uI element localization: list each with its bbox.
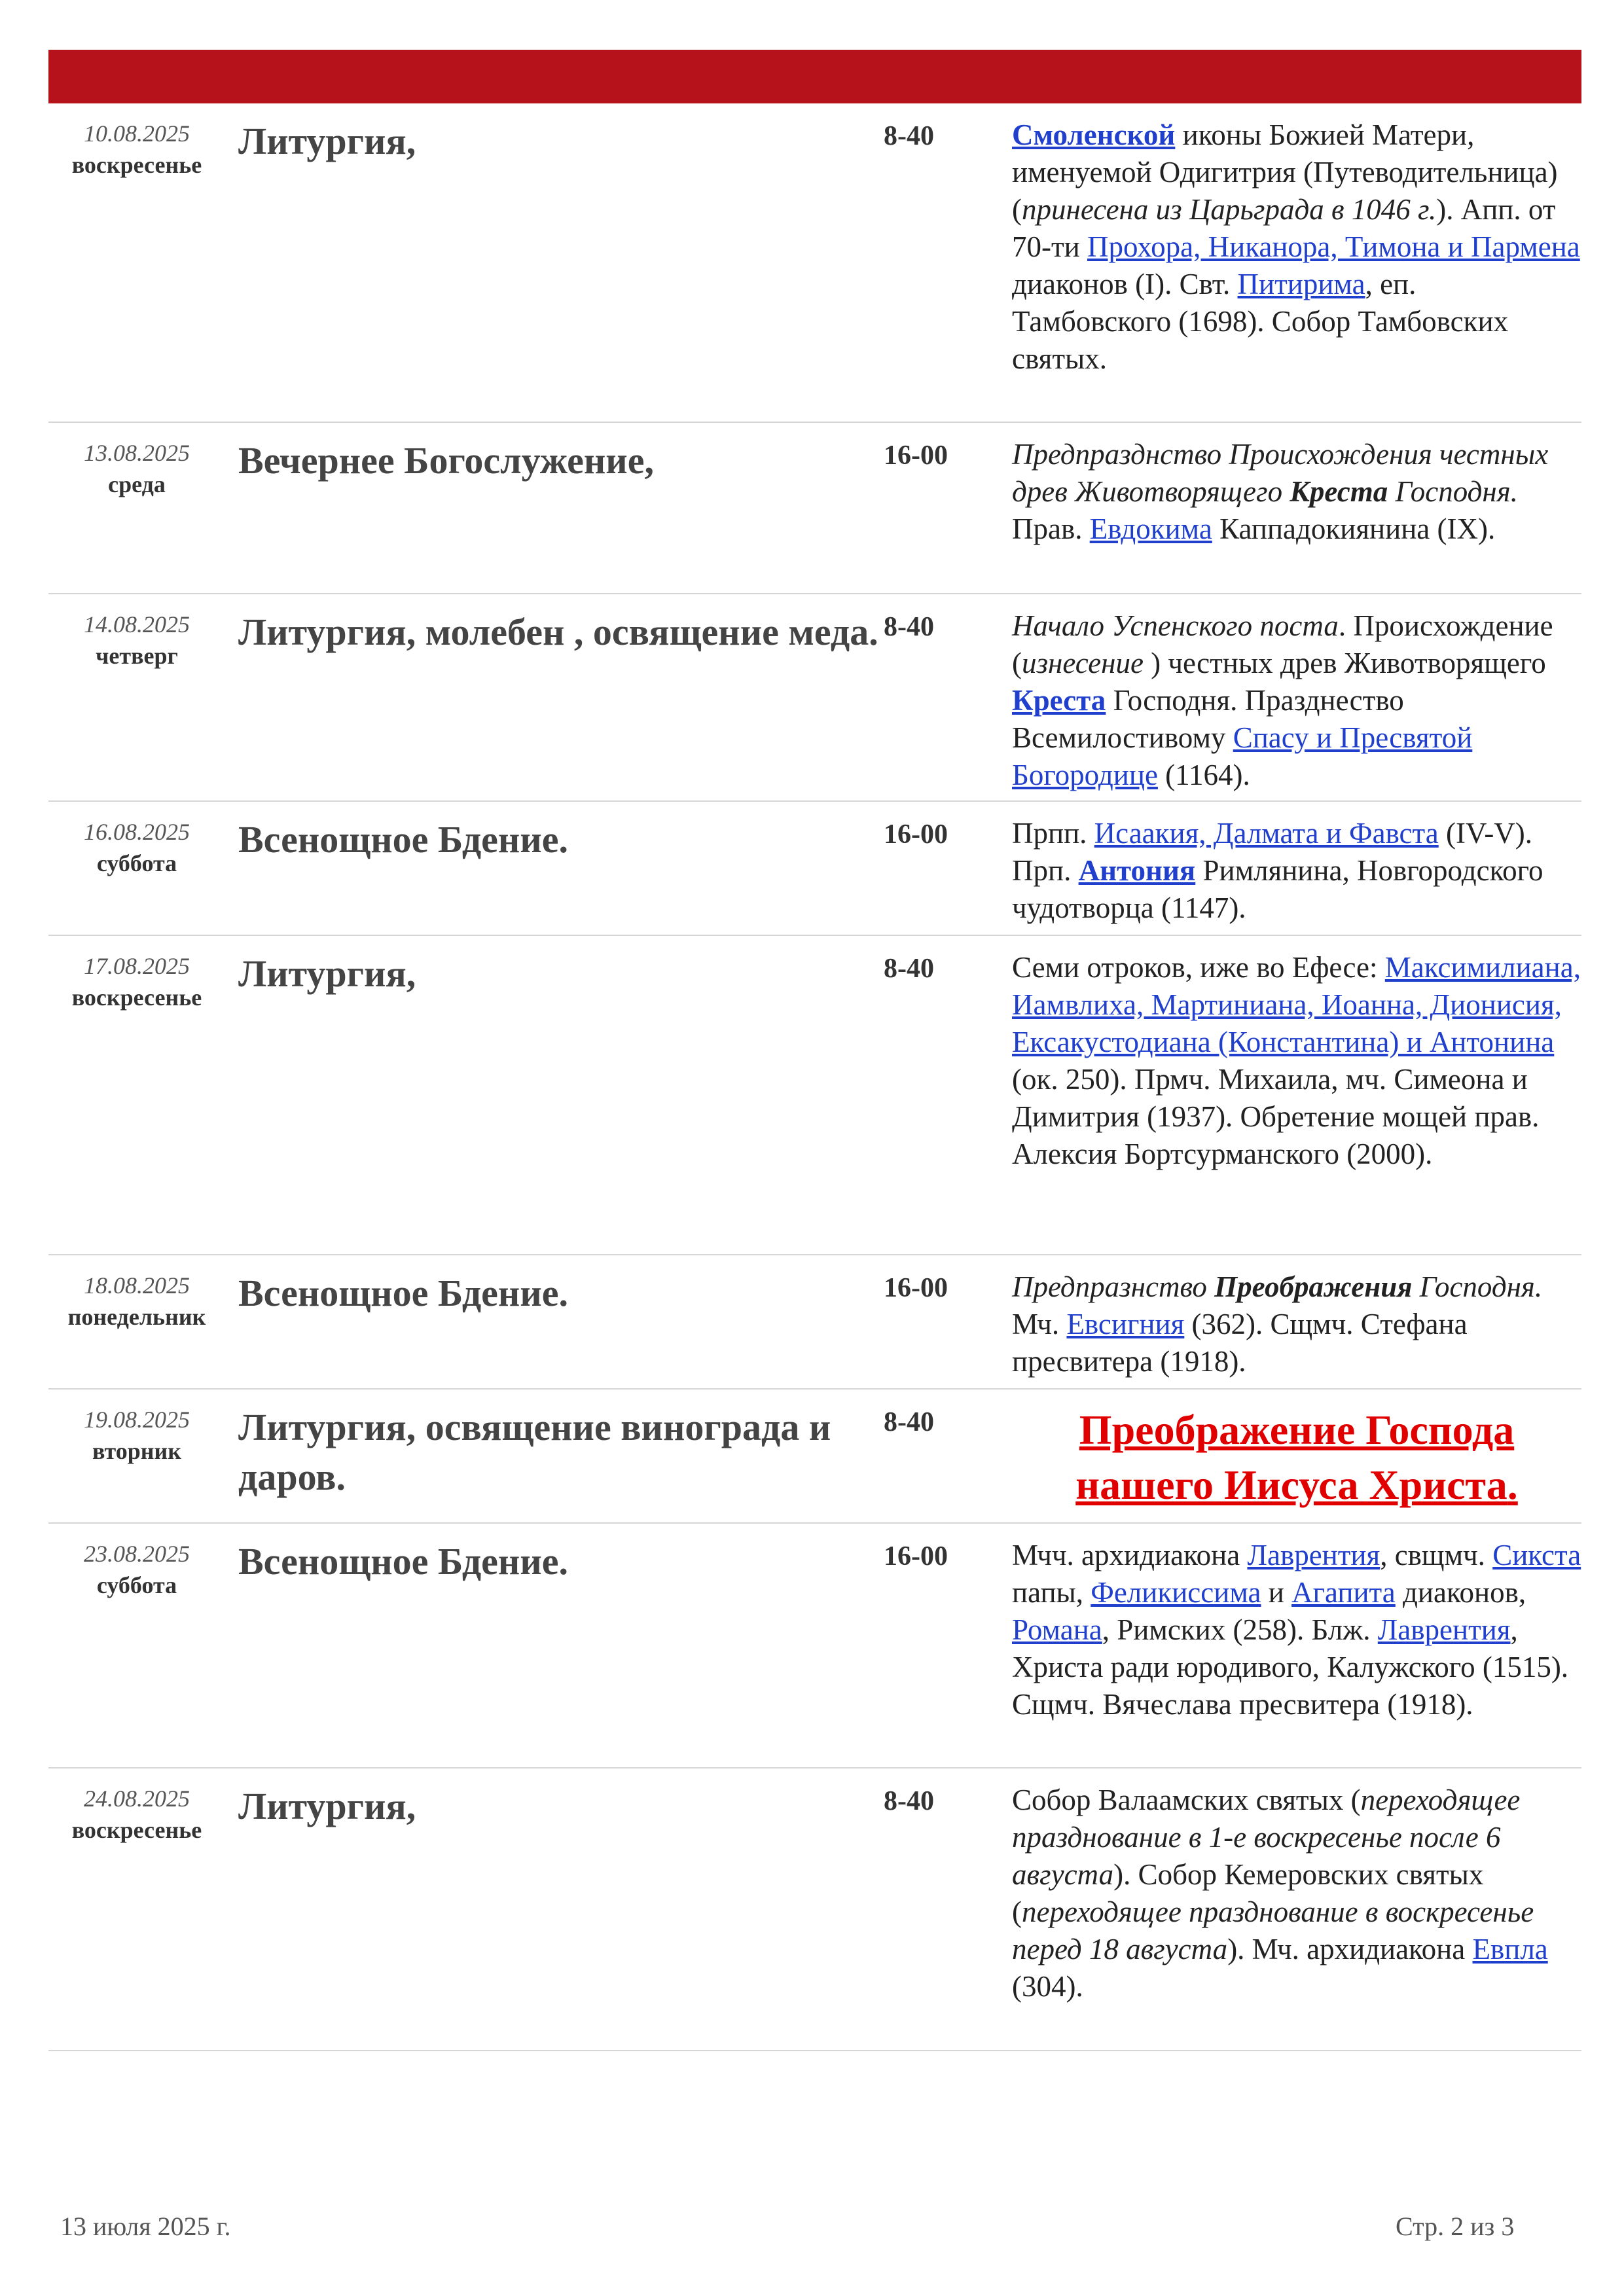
desc-text: (IV-V). Прп. (1012, 817, 1533, 887)
date-cell (52, 118, 222, 181)
service-time: 8-40 (884, 612, 934, 642)
desc-text: и (1261, 1576, 1292, 1609)
desc-text: ). Мч. архидиакона (1227, 1933, 1473, 1965)
service-time: 8-40 (884, 1786, 934, 1816)
service-name: Вечернее Богослужение, (238, 439, 654, 482)
desc-text: Преображения (1214, 1270, 1413, 1303)
desc-text: Господня. (1412, 1270, 1543, 1303)
desc-text: (ок. 250). Прмч. Михаила, мч. Симеона и Димитрия (1937). Обретение мощей прав. Алексия Бортсурманского (2000). (1012, 1063, 1540, 1170)
weekday: суббота (96, 1572, 177, 1598)
day-commemoration (1012, 117, 1581, 378)
weekday: среда (108, 471, 166, 497)
date: 10.08.2025 (84, 120, 190, 147)
schedule-row (48, 1255, 1581, 1390)
date: 23.08.2025 (84, 1541, 190, 1567)
service-name: Литургия, (238, 952, 416, 995)
saint-link[interactable]: Евпла (1472, 1933, 1548, 1965)
service-name: Всенощное Бдение. (238, 1272, 568, 1314)
service-time: 8-40 (884, 121, 934, 151)
date-cell (52, 816, 222, 879)
desc-text: переходящее празднование в 1-е воскресенье после 6 августа (1012, 1784, 1521, 1891)
desc-text: диаконов, (1395, 1576, 1526, 1609)
day-commemoration (1012, 607, 1581, 794)
saint-link[interactable]: Романа (1012, 1613, 1102, 1646)
day-commemoration (1012, 815, 1581, 927)
day-commemoration (1012, 1537, 1581, 1723)
service-time: 16-00 (884, 440, 948, 471)
day-commemoration (1012, 949, 1581, 1173)
schedule-row (48, 1524, 1581, 1768)
desc-text: ) честных древ Животворящего (1143, 647, 1546, 679)
desc-text: ). Собор Кемеровских святых ( (1012, 1858, 1484, 1928)
date-cell (52, 950, 222, 1013)
weekday: суббота (96, 850, 177, 876)
date: 14.08.2025 (84, 611, 190, 637)
service-name: Всенощное Бдение. (238, 818, 568, 861)
weekday: воскресенье (71, 984, 202, 1011)
saint-link[interactable]: Прохора, Никанора, Тимона и Пармена (1087, 230, 1580, 263)
day-commemoration (1012, 1782, 1581, 2005)
desc-text: Собор Валаамских святых ( (1012, 1784, 1361, 1816)
schedule-row (48, 1768, 1581, 2051)
desc-text: . (1507, 1462, 1518, 1508)
schedule-row (48, 802, 1581, 936)
saint-link[interactable]: Феликиссима (1091, 1576, 1261, 1609)
desc-text: (1164). (1157, 759, 1250, 791)
day-commemoration (1012, 436, 1581, 548)
saint-link[interactable]: Исаакия, Далмата и Фавста (1094, 817, 1439, 850)
date: 24.08.2025 (84, 1785, 190, 1812)
desc-text: диаконов (I). Свт. (1012, 268, 1238, 300)
saint-link[interactable]: Агапита (1291, 1576, 1396, 1609)
service-time: 8-40 (884, 1407, 934, 1437)
date-cell (52, 1404, 222, 1467)
date-cell (52, 1538, 222, 1601)
footer-date: 13 июля 2025 г. (60, 2212, 231, 2241)
saint-link[interactable]: Максимилиана, Иамвлиха, Мартиниана, Иоанна, Дионисия, Ексакустодиана (Константина) и Антонина (1012, 951, 1581, 1058)
saint-link[interactable]: Спасу и Пресвятой Богородице (1012, 721, 1473, 791)
desc-text: Господня. Празднество Всемилостивому (1012, 684, 1404, 754)
saint-link[interactable]: Смоленской (1012, 118, 1176, 151)
saint-link[interactable]: Лаврентия (1377, 1613, 1511, 1646)
header-bar (48, 50, 1581, 103)
date: 19.08.2025 (84, 1407, 190, 1433)
saint-link[interactable]: Сикста (1492, 1539, 1581, 1571)
desc-text: . Происхождение ( (1012, 609, 1553, 679)
saint-link[interactable]: Антония (1078, 854, 1196, 887)
weekday: воскресенье (71, 1817, 202, 1843)
weekday: вторник (92, 1438, 181, 1464)
feast-title (1012, 1403, 1581, 1513)
service-name: Литургия, (238, 120, 416, 162)
desc-text: Господня. (1388, 475, 1518, 508)
desc-text: изнесение (1022, 647, 1144, 679)
service-time: 8-40 (884, 954, 934, 984)
desc-text: переходящее празднование в воскресенье перед 18 августа (1012, 1895, 1534, 1965)
desc-text: Начало Успенского поста (1012, 609, 1339, 642)
service-time: 16-00 (884, 1273, 948, 1303)
desc-text: Семи отроков, иже во Ефесе: (1012, 951, 1385, 984)
desc-text: Предпразнство (1012, 1270, 1215, 1303)
desc-text: Римлянина, Новгородского чудотворца (1147). (1012, 854, 1543, 924)
day-commemoration (1012, 1268, 1581, 1380)
service-name: Всенощное Бдение. (238, 1540, 568, 1583)
date: 13.08.2025 (84, 440, 190, 466)
date: 18.08.2025 (84, 1272, 190, 1299)
date-cell (52, 1270, 222, 1333)
desc-text: (304). (1012, 1970, 1083, 2003)
saint-link[interactable]: Креста (1012, 684, 1106, 717)
desc-text: иконы Божией Матери, именуемой Одигитрия (Путеводительница) ( (1012, 118, 1558, 226)
desc-text: (362). Сщмч. Стефана пресвитера (1918). (1012, 1308, 1468, 1378)
date-cell (52, 1783, 222, 1846)
saint-link[interactable]: Евсигния (1066, 1308, 1185, 1340)
weekday: воскресенье (71, 152, 202, 178)
desc-text: Прав. (1012, 512, 1090, 545)
schedule-row (48, 423, 1581, 594)
schedule-table (48, 103, 1581, 2051)
desc-text: Мч. (1012, 1308, 1067, 1340)
desc-text: принесена из Царьграда в 1046 г. (1022, 193, 1437, 226)
desc-text: , Христа ради юродивого, Калужского (1515). Сщмч. Вячеслава пресвитера (1918). (1012, 1613, 1569, 1721)
schedule-row (48, 936, 1581, 1255)
desc-text: Креста (1290, 475, 1388, 508)
desc-text: ). Апп. от 70-ти (1012, 193, 1556, 263)
feast-link[interactable]: Преображение Господа нашего Иисуса Христа (1075, 1407, 1515, 1508)
service-name: Литургия, (238, 1785, 416, 1827)
weekday: четверг (96, 643, 178, 669)
schedule-row (48, 594, 1581, 802)
saint-link[interactable]: Лаврентия (1247, 1539, 1380, 1571)
service-name: Литургия, молебен , освящение меда. (238, 611, 878, 653)
service-time: 16-00 (884, 1541, 948, 1571)
date-cell (52, 437, 222, 500)
date-cell (52, 609, 222, 672)
schedule-row (48, 103, 1581, 423)
schedule-row (48, 1390, 1581, 1524)
desc-text: Мчч. архидиакона (1012, 1539, 1248, 1571)
footer-page-number: Стр. 2 из 3 (1396, 2212, 1515, 2241)
desc-text: Предпразднство Происхождения честных древ Животворящего (1012, 438, 1549, 508)
date: 16.08.2025 (84, 819, 190, 845)
service-time: 16-00 (884, 819, 948, 850)
weekday: понедельник (67, 1304, 206, 1330)
desc-text: папы, (1012, 1576, 1091, 1609)
service-name: Литургия, освящение винограда и даров. (238, 1406, 831, 1498)
desc-text: Прпп. (1012, 817, 1094, 850)
desc-text: Каппадокиянина (IX). (1212, 512, 1496, 545)
saint-link[interactable]: Питирима (1237, 268, 1365, 300)
date: 17.08.2025 (84, 953, 190, 979)
desc-text: , еп. Тамбовского (1698). Собор Тамбовских святых. (1012, 268, 1509, 375)
desc-text: , Римских (258). Блж. (1102, 1613, 1378, 1646)
desc-text: , свщмч. (1380, 1539, 1493, 1571)
saint-link[interactable]: Евдокима (1089, 512, 1212, 545)
